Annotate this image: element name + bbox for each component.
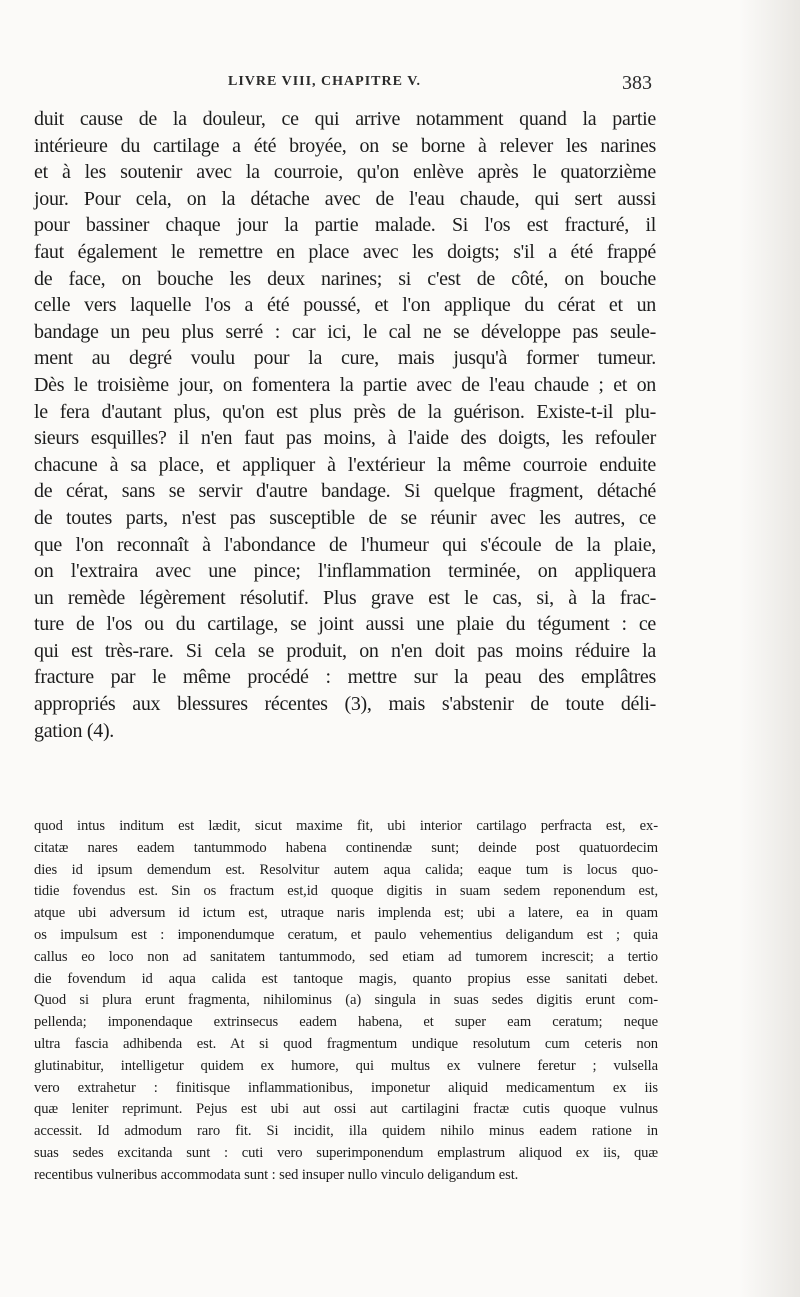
text-line: recentibus vulneribus accommodata sunt : sed insuper nullo vinculo deligandum est. <box>34 1166 519 1183</box>
text-line: callus eo loco non ad sanitatem tantummodo, sed etiam ad tumorem increscit; a tertio <box>34 948 658 965</box>
text-line: vero extrahetur : finitisque inflammationibus, imponetur aliquid medicamentum ex iis <box>34 1079 658 1096</box>
text-line: celle vers laquelle l'os a été poussé, et l'on applique du cérat et un <box>34 294 656 317</box>
latin-original-text <box>34 816 658 1187</box>
page-header <box>228 74 660 98</box>
text-line: quæ leniter reprimunt. Pejus est ubi aut ossi aut cartilagini fractæ cutis quoque vulnus <box>34 1101 658 1118</box>
text-line: ture de l'os ou du cartilage, se joint aussi une plaie du tégument : ce <box>34 613 656 636</box>
text-line: intérieure du cartilage a été broyée, on se borne à relever les narines <box>34 134 656 157</box>
text-line: le fera d'autant plus, qu'on est plus près de la guérison. Existe-t-il plu- <box>34 400 656 423</box>
page-number: 383 <box>622 72 652 94</box>
text-line: ultra fascia adhibenda est. At si quod fragmentum undique resolutum cum ceteris non <box>34 1035 658 1052</box>
text-line: un remède légèrement résolutif. Plus grave est le cas, si, à la frac- <box>34 586 656 609</box>
text-line: fracture par le même procédé : mettre sur la peau des emplâtres <box>34 666 656 689</box>
text-line: atque ubi adversum id ictum est, utraque naris implenda est; ubi a latere, ea in quam <box>34 905 658 922</box>
text-line: de toutes parts, n'est pas susceptible de se réunir avec les autres, ce <box>34 506 656 529</box>
text-line: sieurs esquilles? il n'en faut pas moins, à l'aide des doigts, les refouler <box>34 427 656 450</box>
text-line: Quod si plura erunt fragmenta, nihilominus (a) singula in suas sedes digitis erunt com- <box>34 992 658 1009</box>
text-line: die fovendum id aqua calida est tantoque magis, quanto propius esse sanitati debet. <box>34 970 658 987</box>
text-line: accessit. Id admodum raro fit. Si incidit, illa quidem nihilo minus eadem ratione in <box>34 1123 658 1140</box>
running-title: LIVRE VIII, CHAPITRE V. <box>228 74 421 89</box>
text-line: tidie fovendus est. Sin os fractum est,id quoque digitis in suam sedem reponendum est, <box>34 883 658 900</box>
text-line: de face, on bouche les deux narines; si c'est de côté, on bouche <box>34 267 656 290</box>
text-line: citatæ nares eadem tantummodo habena continendæ sunt; deinde post quatuordecim <box>34 839 658 856</box>
text-line: bandage un peu plus serré : car ici, le cal ne se développe pas seule- <box>34 320 656 343</box>
text-line: on l'extraira avec une pince; l'inflammation terminée, on appliquera <box>34 560 656 583</box>
text-line: pour bassiner chaque jour la partie malade. Si l'os est fracturé, il <box>34 214 656 237</box>
text-line: chacune à sa place, et appliquer à l'extérieur la même courroie enduite <box>34 453 656 476</box>
text-line: glutinabitur, intelligetur quidem ex humore, qui multus ex vulnere feretur ; vulsella <box>34 1057 658 1074</box>
text-line: gation (4). <box>34 719 115 742</box>
text-line: ment au degré voulu pour la cure, mais jusqu'à former tumeur. <box>34 347 656 370</box>
text-line: faut également le remettre en place avec les doigts; s'il a été frappé <box>34 240 656 263</box>
text-line: os impulsum est : imponendumque ceratum, et paulo vehementius deligandum est ; quia <box>34 926 658 943</box>
text-line: dies id ipsum demendum est. Resolvitur autem aqua calida; eaque tum is locus quo- <box>34 861 658 878</box>
french-translation-text <box>34 106 656 744</box>
text-line: que l'on reconnaît à l'abondance de l'humeur qui s'écoule de la plaie, <box>34 533 656 556</box>
page-edge-shadow <box>740 0 800 1297</box>
text-line: pellenda; imponendaque extrinsecus eadem habena, et super eam ceratum; neque <box>34 1014 658 1031</box>
text-line: de cérat, sans se servir d'autre bandage. Si quelque fragment, détaché <box>34 480 656 503</box>
text-line: et à les soutenir avec la courroie, qu'on enlève après le quatorzième <box>34 161 656 184</box>
text-line: qui est très-rare. Si cela se produit, on n'en doit pas moins réduire la <box>34 639 656 662</box>
text-line: appropriés aux blessures récentes (3), mais s'abstenir de toute déli- <box>34 693 656 716</box>
text-line: quod intus inditum est lædit, sicut maxime fit, ubi interior cartilago perfracta est, ex- <box>34 818 658 834</box>
text-line: jour. Pour cela, on la détache avec de l'eau chaude, qui sert aussi <box>34 187 656 210</box>
text-line: Dès le troisième jour, on fomentera la partie avec de l'eau chaude ; et on <box>34 373 656 396</box>
text-line: duit cause de la douleur, ce qui arrive notamment quand la partie <box>34 108 656 130</box>
text-line: suas sedes excitanda sunt : cuti vero superimponendum emplastrum aliquod ex iis, quæ <box>34 1144 658 1161</box>
